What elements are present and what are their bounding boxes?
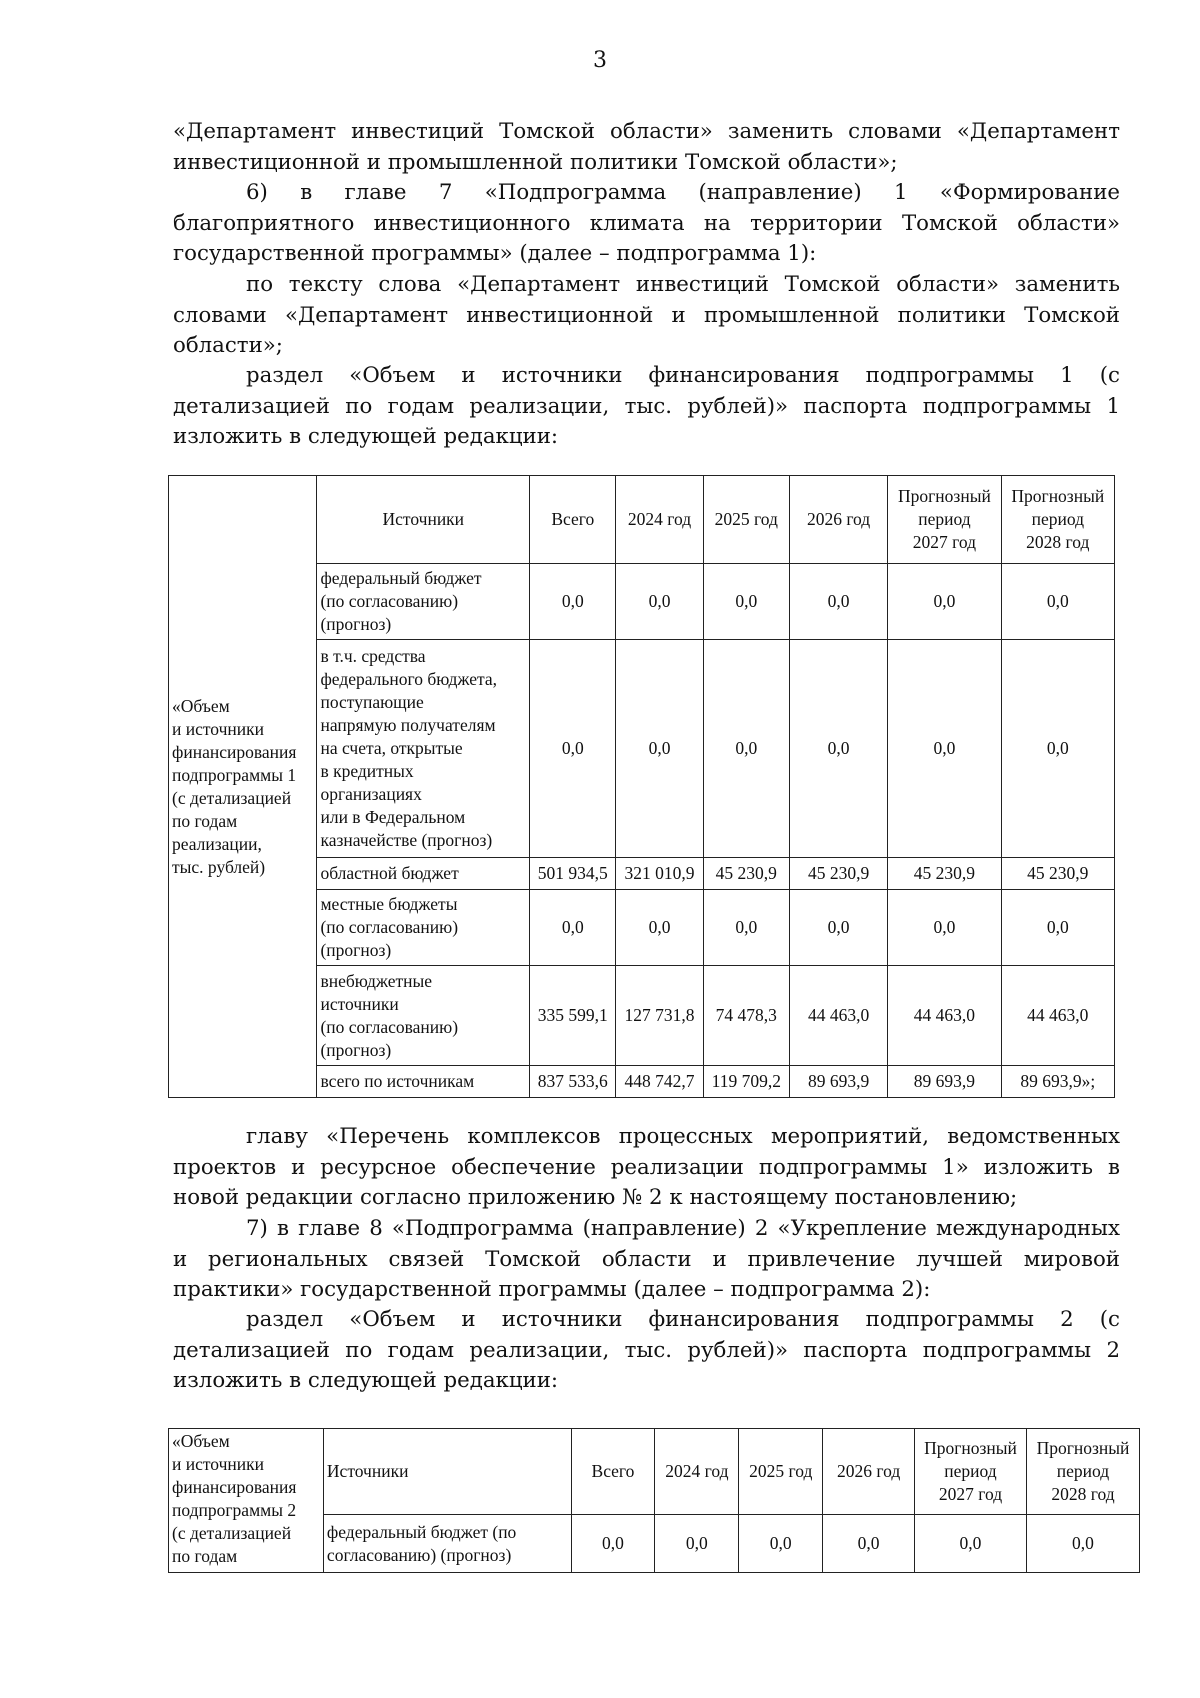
page-number: 3 — [593, 48, 607, 73]
value-cell: 0,0 — [915, 1515, 1027, 1573]
value-cell: 127 731,8 — [616, 966, 703, 1066]
value-cell: 0,0 — [530, 564, 616, 640]
header-cell: Всего — [571, 1429, 655, 1515]
header-cell: 2026 год — [823, 1429, 915, 1515]
paragraph: 7) в главе 8 «Подпрограмма (направление) 2 «Укрепление международных и региональных связей Томской области и привлечение лучшей мировой практики» государственной программы (далее – подпрограмма 2): — [173, 1216, 1120, 1302]
source-cell: всего по источникам — [317, 1066, 530, 1098]
value-cell: 0,0 — [616, 890, 703, 966]
value-cell: 0,0 — [616, 640, 703, 858]
value-cell: 501 934,5 — [530, 858, 616, 890]
source-cell: местные бюджеты (по согласованию) (прогноз) — [317, 890, 530, 966]
value-cell: 0,0 — [1001, 564, 1114, 640]
paragraph: 6) в главе 7 «Подпрограмма (направление) 1 «Формирование благоприятного инвестиционного климата на территории Томской области» государственной программы» (далее – подпрограмма 1): — [173, 180, 1120, 266]
value-cell: 0,0 — [823, 1515, 915, 1573]
value-cell: 44 463,0 — [888, 966, 1001, 1066]
source-cell: федеральный бюджет (по согласованию) (прогноз) — [323, 1515, 571, 1573]
value-cell: 89 693,9 — [789, 1066, 887, 1098]
header-cell: 2026 год — [789, 476, 887, 564]
value-cell: 45 230,9 — [1001, 858, 1114, 890]
value-cell: 45 230,9 — [703, 858, 789, 890]
header-cell: Прогнозный период 2028 год — [1026, 1429, 1139, 1515]
row-label-cell: «Объем и источники финансирования подпрограммы 2 (с детализацией по годам — [169, 1429, 324, 1573]
source-cell: федеральный бюджет (по согласованию) (прогноз) — [317, 564, 530, 640]
header-cell: Прогнозный период 2028 год — [1001, 476, 1114, 564]
table-header-row — [169, 476, 1115, 564]
value-cell: 0,0 — [655, 1515, 739, 1573]
header-cell: Прогнозный период 2027 год — [888, 476, 1001, 564]
financing-table-2 — [168, 1428, 1140, 1573]
value-cell: 0,0 — [1026, 1515, 1139, 1573]
value-cell: 119 709,2 — [703, 1066, 789, 1098]
value-cell: 0,0 — [888, 564, 1001, 640]
header-cell: 2024 год — [616, 476, 703, 564]
paragraph: по тексту слова «Департамент инвестиций Томской области» заменить словами «Департамент инвестиционной и промышленной политики Томской области»; — [173, 272, 1120, 358]
value-cell: 44 463,0 — [1001, 966, 1114, 1066]
value-cell: 0,0 — [703, 564, 789, 640]
value-cell: 0,0 — [703, 890, 789, 966]
value-cell: 0,0 — [1001, 640, 1114, 858]
value-cell: 0,0 — [789, 890, 887, 966]
value-cell: 0,0 — [530, 890, 616, 966]
source-cell: областной бюджет — [317, 858, 530, 890]
source-cell: внебюджетные источники (по согласованию) (прогноз) — [317, 966, 530, 1066]
value-cell: 0,0 — [789, 640, 887, 858]
header-cell: 2025 год — [739, 1429, 823, 1515]
header-cell: 2024 год — [655, 1429, 739, 1515]
header-cell: Источники — [323, 1429, 571, 1515]
header-cell: 2025 год — [703, 476, 789, 564]
value-cell: 0,0 — [571, 1515, 655, 1573]
paragraph: раздел «Объем и источники финансирования подпрограммы 2 (с детализацией по годам реализации, тыс. рублей)» паспорта подпрограммы 2 изложить в следующей редакции: — [173, 1307, 1120, 1393]
source-cell: в т.ч. средства федерального бюджета, поступающие напрямую получателям на счета, открытые в кредитных организациях или в Федеральном казначействе (прогноз) — [317, 640, 530, 858]
value-cell: 0,0 — [703, 640, 789, 858]
paragraph: раздел «Объем и источники финансирования подпрограммы 1 (с детализацией по годам реализации, тыс. рублей)» паспорта подпрограммы 1 изложить в следующей редакции: — [173, 363, 1120, 449]
value-cell: 89 693,9»; — [1001, 1066, 1114, 1098]
table-header-row — [169, 1429, 1140, 1515]
header-cell: Источники — [317, 476, 530, 564]
value-cell: 0,0 — [888, 890, 1001, 966]
financing-table-1 — [168, 475, 1115, 1098]
value-cell: 89 693,9 — [888, 1066, 1001, 1098]
header-cell: Прогнозный период 2027 год — [915, 1429, 1027, 1515]
value-cell: 448 742,7 — [616, 1066, 703, 1098]
value-cell: 837 533,6 — [530, 1066, 616, 1098]
value-cell: 74 478,3 — [703, 966, 789, 1066]
value-cell: 0,0 — [888, 640, 1001, 858]
value-cell: 45 230,9 — [888, 858, 1001, 890]
header-cell: Всего — [530, 476, 616, 564]
row-label-cell: «Объем и источники финансирования подпрограммы 1 (с детализацией по годам реализации, тыс. рублей) — [169, 476, 317, 1098]
paragraph: «Департамент инвестиций Томской области» заменить словами «Департамент инвестиционной и промышленной политики Томской области»; — [173, 119, 1120, 175]
value-cell: 0,0 — [530, 640, 616, 858]
value-cell: 0,0 — [1001, 890, 1114, 966]
value-cell: 0,0 — [739, 1515, 823, 1573]
value-cell: 44 463,0 — [789, 966, 887, 1066]
value-cell: 0,0 — [789, 564, 887, 640]
value-cell: 335 599,1 — [530, 966, 616, 1066]
value-cell: 45 230,9 — [789, 858, 887, 890]
value-cell: 321 010,9 — [616, 858, 703, 890]
paragraph: главу «Перечень комплексов процессных мероприятий, ведомственных проектов и ресурсное обеспечение реализации подпрограммы 1» изложить в новой редакции согласно приложению № 2 к настоящему постановлению; — [173, 1124, 1120, 1210]
value-cell: 0,0 — [616, 564, 703, 640]
